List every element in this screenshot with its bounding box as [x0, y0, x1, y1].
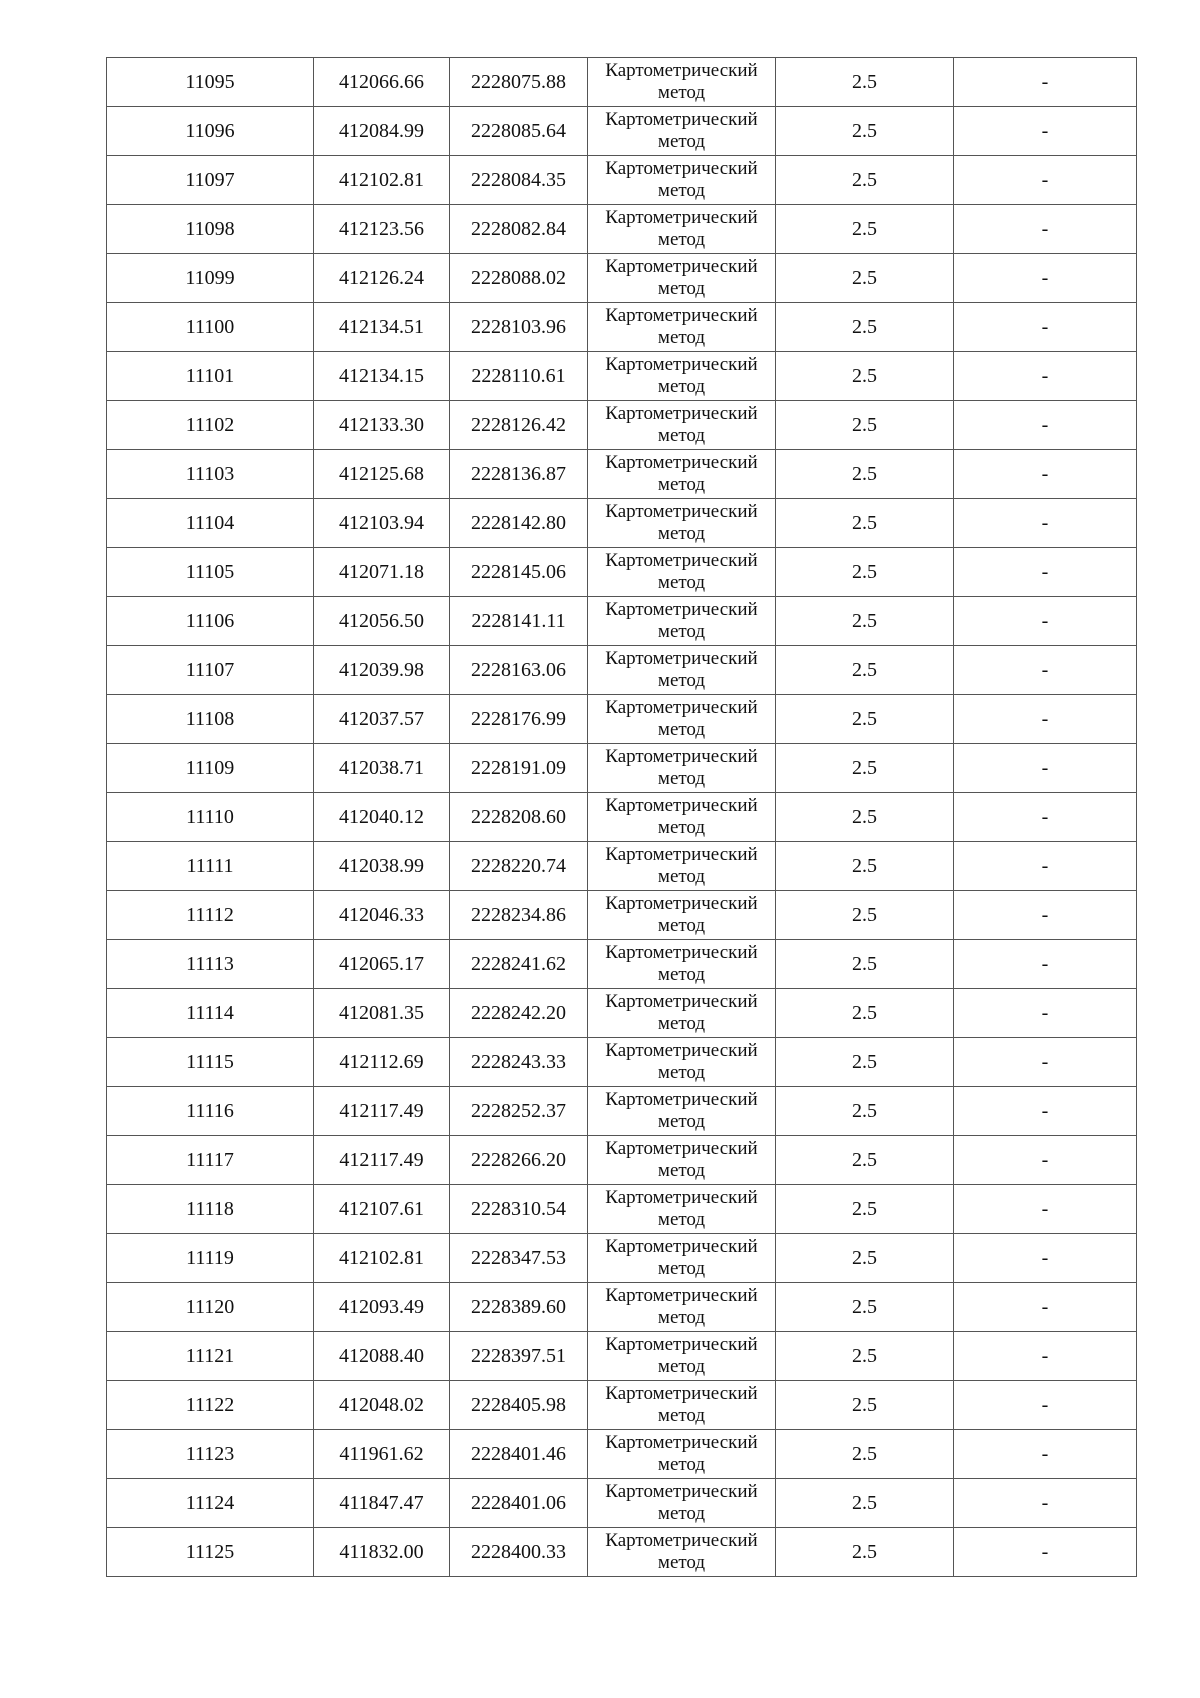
y-coordinate-cell: 2228401.06 — [450, 1479, 588, 1528]
method-cell — [588, 450, 776, 499]
point-number-cell: 11123 — [107, 1430, 314, 1479]
x-coordinate-cell: 412107.61 — [314, 1185, 450, 1234]
point-number-cell: 11103 — [107, 450, 314, 499]
method-cell — [588, 401, 776, 450]
method-label-line1: Картометрический — [605, 354, 758, 375]
method-label-line2: метод — [657, 425, 706, 446]
point-number-cell: 11122 — [107, 1381, 314, 1430]
table-row — [107, 695, 1137, 744]
y-coordinate-cell: 2228176.99 — [450, 695, 588, 744]
table-row — [107, 107, 1137, 156]
method-label-line1: Картометрический — [605, 1383, 758, 1404]
table-row — [107, 205, 1137, 254]
method-label-line2: метод — [657, 866, 706, 887]
point-number-cell: 11107 — [107, 646, 314, 695]
note-cell: - — [954, 1430, 1137, 1479]
method-label-line2: метод — [657, 1552, 706, 1573]
point-number-cell: 11096 — [107, 107, 314, 156]
method-label-line1: Картометрический — [605, 1089, 758, 1110]
point-number-cell: 11115 — [107, 1038, 314, 1087]
method-label-line1: Картометрический — [605, 1530, 758, 1551]
point-number-cell: 11113 — [107, 940, 314, 989]
method-label-line1: Картометрический — [605, 648, 758, 669]
point-number-cell: 11101 — [107, 352, 314, 401]
method-label-line1: Картометрический — [605, 942, 758, 963]
accuracy-cell: 2.5 — [776, 842, 954, 891]
accuracy-cell: 2.5 — [776, 450, 954, 499]
y-coordinate-cell: 2228234.86 — [450, 891, 588, 940]
method-label-line1: Картометрический — [605, 599, 758, 620]
x-coordinate-cell: 412037.57 — [314, 695, 450, 744]
x-coordinate-cell: 412103.94 — [314, 499, 450, 548]
y-coordinate-cell: 2228252.37 — [450, 1087, 588, 1136]
accuracy-cell: 2.5 — [776, 1185, 954, 1234]
method-label-line1: Картометрический — [605, 746, 758, 767]
method-label-line2: метод — [657, 1356, 706, 1377]
coordinates-table — [106, 57, 1137, 1577]
method-label-line2: метод — [657, 523, 706, 544]
method-cell — [588, 1381, 776, 1430]
x-coordinate-cell: 412081.35 — [314, 989, 450, 1038]
table-row — [107, 548, 1137, 597]
note-cell: - — [954, 156, 1137, 205]
note-cell: - — [954, 695, 1137, 744]
note-cell: - — [954, 646, 1137, 695]
accuracy-cell: 2.5 — [776, 1479, 954, 1528]
method-label-line2: метод — [657, 1111, 706, 1132]
point-number-cell: 11110 — [107, 793, 314, 842]
method-label-line2: метод — [657, 278, 706, 299]
method-label-line2: метод — [657, 376, 706, 397]
y-coordinate-cell: 2228163.06 — [450, 646, 588, 695]
table-row — [107, 744, 1137, 793]
method-label-line1: Картометрический — [605, 893, 758, 914]
table-row — [107, 254, 1137, 303]
accuracy-cell: 2.5 — [776, 597, 954, 646]
method-label-line2: метод — [657, 1405, 706, 1426]
table-row — [107, 499, 1137, 548]
method-label-line1: Картометрический — [605, 256, 758, 277]
x-coordinate-cell: 412093.49 — [314, 1283, 450, 1332]
method-cell — [588, 940, 776, 989]
method-label-line2: метод — [657, 719, 706, 740]
table-row — [107, 1038, 1137, 1087]
accuracy-cell: 2.5 — [776, 1136, 954, 1185]
note-cell: - — [954, 1087, 1137, 1136]
table-row — [107, 940, 1137, 989]
note-cell: - — [954, 1479, 1137, 1528]
note-cell: - — [954, 793, 1137, 842]
x-coordinate-cell: 412038.71 — [314, 744, 450, 793]
x-coordinate-cell: 412133.30 — [314, 401, 450, 450]
y-coordinate-cell: 2228243.33 — [450, 1038, 588, 1087]
method-label-line1: Картометрический — [605, 795, 758, 816]
x-coordinate-cell: 412046.33 — [314, 891, 450, 940]
note-cell: - — [954, 499, 1137, 548]
point-number-cell: 11106 — [107, 597, 314, 646]
method-label-line1: Картометрический — [605, 60, 758, 81]
method-cell — [588, 842, 776, 891]
accuracy-cell: 2.5 — [776, 1528, 954, 1577]
method-label-line2: метод — [657, 82, 706, 103]
accuracy-cell: 2.5 — [776, 107, 954, 156]
method-label-line2: метод — [657, 670, 706, 691]
x-coordinate-cell: 412048.02 — [314, 1381, 450, 1430]
method-label-line2: метод — [657, 1062, 706, 1083]
point-number-cell: 11114 — [107, 989, 314, 1038]
x-coordinate-cell: 412065.17 — [314, 940, 450, 989]
x-coordinate-cell: 412125.68 — [314, 450, 450, 499]
table-row — [107, 156, 1137, 205]
x-coordinate-cell: 412040.12 — [314, 793, 450, 842]
note-cell: - — [954, 205, 1137, 254]
point-number-cell: 11098 — [107, 205, 314, 254]
note-cell: - — [954, 107, 1137, 156]
method-cell — [588, 1087, 776, 1136]
point-number-cell: 11105 — [107, 548, 314, 597]
accuracy-cell: 2.5 — [776, 254, 954, 303]
y-coordinate-cell: 2228145.06 — [450, 548, 588, 597]
table-row — [107, 303, 1137, 352]
method-cell — [588, 793, 776, 842]
y-coordinate-cell: 2228347.53 — [450, 1234, 588, 1283]
point-number-cell: 11112 — [107, 891, 314, 940]
x-coordinate-cell: 412071.18 — [314, 548, 450, 597]
x-coordinate-cell: 412117.49 — [314, 1136, 450, 1185]
note-cell: - — [954, 1038, 1137, 1087]
y-coordinate-cell: 2228191.09 — [450, 744, 588, 793]
note-cell: - — [954, 1283, 1137, 1332]
point-number-cell: 11100 — [107, 303, 314, 352]
point-number-cell: 11124 — [107, 1479, 314, 1528]
method-cell — [588, 499, 776, 548]
table-row — [107, 891, 1137, 940]
note-cell: - — [954, 1528, 1137, 1577]
note-cell: - — [954, 940, 1137, 989]
method-cell — [588, 1038, 776, 1087]
note-cell: - — [954, 842, 1137, 891]
method-label-line2: метод — [657, 1307, 706, 1328]
method-label-line1: Картометрический — [605, 1334, 758, 1355]
method-label-line2: метод — [657, 1454, 706, 1475]
table-row — [107, 989, 1137, 1038]
method-label-line2: метод — [657, 915, 706, 936]
method-cell — [588, 58, 776, 107]
accuracy-cell: 2.5 — [776, 1234, 954, 1283]
method-cell — [588, 1234, 776, 1283]
method-cell — [588, 1185, 776, 1234]
accuracy-cell: 2.5 — [776, 1332, 954, 1381]
table-row — [107, 597, 1137, 646]
x-coordinate-cell: 412102.81 — [314, 1234, 450, 1283]
accuracy-cell: 2.5 — [776, 989, 954, 1038]
accuracy-cell: 2.5 — [776, 499, 954, 548]
coordinates-table-body — [107, 58, 1137, 1577]
y-coordinate-cell: 2228405.98 — [450, 1381, 588, 1430]
method-label-line2: метод — [657, 180, 706, 201]
note-cell: - — [954, 58, 1137, 107]
y-coordinate-cell: 2228142.80 — [450, 499, 588, 548]
note-cell: - — [954, 254, 1137, 303]
method-cell — [588, 1430, 776, 1479]
table-row — [107, 1087, 1137, 1136]
note-cell: - — [954, 1381, 1137, 1430]
point-number-cell: 11097 — [107, 156, 314, 205]
accuracy-cell: 2.5 — [776, 303, 954, 352]
method-label-line1: Картометрический — [605, 109, 758, 130]
x-coordinate-cell: 412134.15 — [314, 352, 450, 401]
accuracy-cell: 2.5 — [776, 1087, 954, 1136]
method-label-line1: Картометрический — [605, 305, 758, 326]
note-cell: - — [954, 450, 1137, 499]
y-coordinate-cell: 2228084.35 — [450, 156, 588, 205]
note-cell: - — [954, 989, 1137, 1038]
table-row — [107, 1234, 1137, 1283]
method-cell — [588, 1332, 776, 1381]
x-coordinate-cell: 411961.62 — [314, 1430, 450, 1479]
method-label-line2: метод — [657, 1258, 706, 1279]
point-number-cell: 11117 — [107, 1136, 314, 1185]
y-coordinate-cell: 2228397.51 — [450, 1332, 588, 1381]
method-label-line2: метод — [657, 1503, 706, 1524]
accuracy-cell: 2.5 — [776, 156, 954, 205]
note-cell: - — [954, 597, 1137, 646]
point-number-cell: 11116 — [107, 1087, 314, 1136]
method-label-line1: Картометрический — [605, 1481, 758, 1502]
method-label-line2: метод — [657, 964, 706, 985]
table-row — [107, 58, 1137, 107]
y-coordinate-cell: 2228088.02 — [450, 254, 588, 303]
point-number-cell: 11111 — [107, 842, 314, 891]
x-coordinate-cell: 412123.56 — [314, 205, 450, 254]
method-label-line2: метод — [657, 817, 706, 838]
note-cell: - — [954, 1136, 1137, 1185]
table-row — [107, 1381, 1137, 1430]
method-label-line1: Картометрический — [605, 1138, 758, 1159]
y-coordinate-cell: 2228220.74 — [450, 842, 588, 891]
x-coordinate-cell: 412038.99 — [314, 842, 450, 891]
method-label-line1: Картометрический — [605, 991, 758, 1012]
method-label-line2: метод — [657, 1160, 706, 1181]
method-label-line1: Картометрический — [605, 158, 758, 179]
note-cell: - — [954, 352, 1137, 401]
accuracy-cell: 2.5 — [776, 1430, 954, 1479]
y-coordinate-cell: 2228075.88 — [450, 58, 588, 107]
method-label-line1: Картометрический — [605, 207, 758, 228]
point-number-cell: 11104 — [107, 499, 314, 548]
x-coordinate-cell: 412134.51 — [314, 303, 450, 352]
accuracy-cell: 2.5 — [776, 891, 954, 940]
table-row — [107, 1185, 1137, 1234]
method-label-line2: метод — [657, 327, 706, 348]
table-row — [107, 1332, 1137, 1381]
table-row — [107, 646, 1137, 695]
accuracy-cell: 2.5 — [776, 1283, 954, 1332]
method-cell — [588, 744, 776, 793]
method-label-line1: Картометрический — [605, 403, 758, 424]
accuracy-cell: 2.5 — [776, 940, 954, 989]
method-cell — [588, 695, 776, 744]
note-cell: - — [954, 891, 1137, 940]
method-label-line1: Картометрический — [605, 1432, 758, 1453]
method-label-line2: метод — [657, 1013, 706, 1034]
y-coordinate-cell: 2228241.62 — [450, 940, 588, 989]
point-number-cell: 11108 — [107, 695, 314, 744]
method-label-line1: Картометрический — [605, 501, 758, 522]
method-cell — [588, 1528, 776, 1577]
note-cell: - — [954, 548, 1137, 597]
method-label-line1: Картометрический — [605, 1040, 758, 1061]
method-label-line2: метод — [657, 621, 706, 642]
y-coordinate-cell: 2228126.42 — [450, 401, 588, 450]
method-label-line1: Картометрический — [605, 550, 758, 571]
y-coordinate-cell: 2228242.20 — [450, 989, 588, 1038]
method-label-line2: метод — [657, 768, 706, 789]
note-cell: - — [954, 1234, 1137, 1283]
note-cell: - — [954, 401, 1137, 450]
accuracy-cell: 2.5 — [776, 1038, 954, 1087]
method-label-line1: Картометрический — [605, 452, 758, 473]
method-label-line1: Картометрический — [605, 697, 758, 718]
y-coordinate-cell: 2228389.60 — [450, 1283, 588, 1332]
note-cell: - — [954, 1332, 1137, 1381]
method-label-line1: Картометрический — [605, 1236, 758, 1257]
accuracy-cell: 2.5 — [776, 744, 954, 793]
point-number-cell: 11109 — [107, 744, 314, 793]
table-row — [107, 352, 1137, 401]
note-cell: - — [954, 744, 1137, 793]
accuracy-cell: 2.5 — [776, 401, 954, 450]
point-number-cell: 11118 — [107, 1185, 314, 1234]
table-row — [107, 1528, 1137, 1577]
point-number-cell: 11095 — [107, 58, 314, 107]
x-coordinate-cell: 412126.24 — [314, 254, 450, 303]
x-coordinate-cell: 412117.49 — [314, 1087, 450, 1136]
point-number-cell: 11099 — [107, 254, 314, 303]
table-row — [107, 450, 1137, 499]
method-cell — [588, 156, 776, 205]
y-coordinate-cell: 2228110.61 — [450, 352, 588, 401]
y-coordinate-cell: 2228266.20 — [450, 1136, 588, 1185]
table-row — [107, 1430, 1137, 1479]
accuracy-cell: 2.5 — [776, 646, 954, 695]
x-coordinate-cell: 411832.00 — [314, 1528, 450, 1577]
table-row — [107, 793, 1137, 842]
method-label-line2: метод — [657, 1209, 706, 1230]
y-coordinate-cell: 2228085.64 — [450, 107, 588, 156]
method-cell — [588, 989, 776, 1038]
accuracy-cell: 2.5 — [776, 58, 954, 107]
note-cell: - — [954, 303, 1137, 352]
x-coordinate-cell: 412112.69 — [314, 1038, 450, 1087]
point-number-cell: 11119 — [107, 1234, 314, 1283]
y-coordinate-cell: 2228141.11 — [450, 597, 588, 646]
method-cell — [588, 254, 776, 303]
method-label-line2: метод — [657, 229, 706, 250]
table-row — [107, 1136, 1137, 1185]
point-number-cell: 11125 — [107, 1528, 314, 1577]
x-coordinate-cell: 411847.47 — [314, 1479, 450, 1528]
accuracy-cell: 2.5 — [776, 793, 954, 842]
table-row — [107, 401, 1137, 450]
y-coordinate-cell: 2228103.96 — [450, 303, 588, 352]
method-cell — [588, 1283, 776, 1332]
method-cell — [588, 205, 776, 254]
method-cell — [588, 352, 776, 401]
table-row — [107, 842, 1137, 891]
method-cell — [588, 1479, 776, 1528]
accuracy-cell: 2.5 — [776, 695, 954, 744]
y-coordinate-cell: 2228136.87 — [450, 450, 588, 499]
method-cell — [588, 1136, 776, 1185]
y-coordinate-cell: 2228082.84 — [450, 205, 588, 254]
point-number-cell: 11102 — [107, 401, 314, 450]
y-coordinate-cell: 2228310.54 — [450, 1185, 588, 1234]
point-number-cell: 11120 — [107, 1283, 314, 1332]
method-label-line2: метод — [657, 572, 706, 593]
method-cell — [588, 891, 776, 940]
method-label-line1: Картометрический — [605, 1285, 758, 1306]
accuracy-cell: 2.5 — [776, 352, 954, 401]
method-cell — [588, 646, 776, 695]
y-coordinate-cell: 2228400.33 — [450, 1528, 588, 1577]
table-row — [107, 1479, 1137, 1528]
method-cell — [588, 548, 776, 597]
y-coordinate-cell: 2228401.46 — [450, 1430, 588, 1479]
note-cell: - — [954, 1185, 1137, 1234]
method-label-line1: Картометрический — [605, 844, 758, 865]
method-cell — [588, 303, 776, 352]
x-coordinate-cell: 412066.66 — [314, 58, 450, 107]
x-coordinate-cell: 412039.98 — [314, 646, 450, 695]
table-row — [107, 1283, 1137, 1332]
method-label-line2: метод — [657, 131, 706, 152]
method-cell — [588, 107, 776, 156]
method-label-line2: метод — [657, 474, 706, 495]
accuracy-cell: 2.5 — [776, 205, 954, 254]
accuracy-cell: 2.5 — [776, 1381, 954, 1430]
y-coordinate-cell: 2228208.60 — [450, 793, 588, 842]
method-label-line1: Картометрический — [605, 1187, 758, 1208]
x-coordinate-cell: 412056.50 — [314, 597, 450, 646]
method-cell — [588, 597, 776, 646]
point-number-cell: 11121 — [107, 1332, 314, 1381]
x-coordinate-cell: 412088.40 — [314, 1332, 450, 1381]
x-coordinate-cell: 412102.81 — [314, 156, 450, 205]
accuracy-cell: 2.5 — [776, 548, 954, 597]
x-coordinate-cell: 412084.99 — [314, 107, 450, 156]
